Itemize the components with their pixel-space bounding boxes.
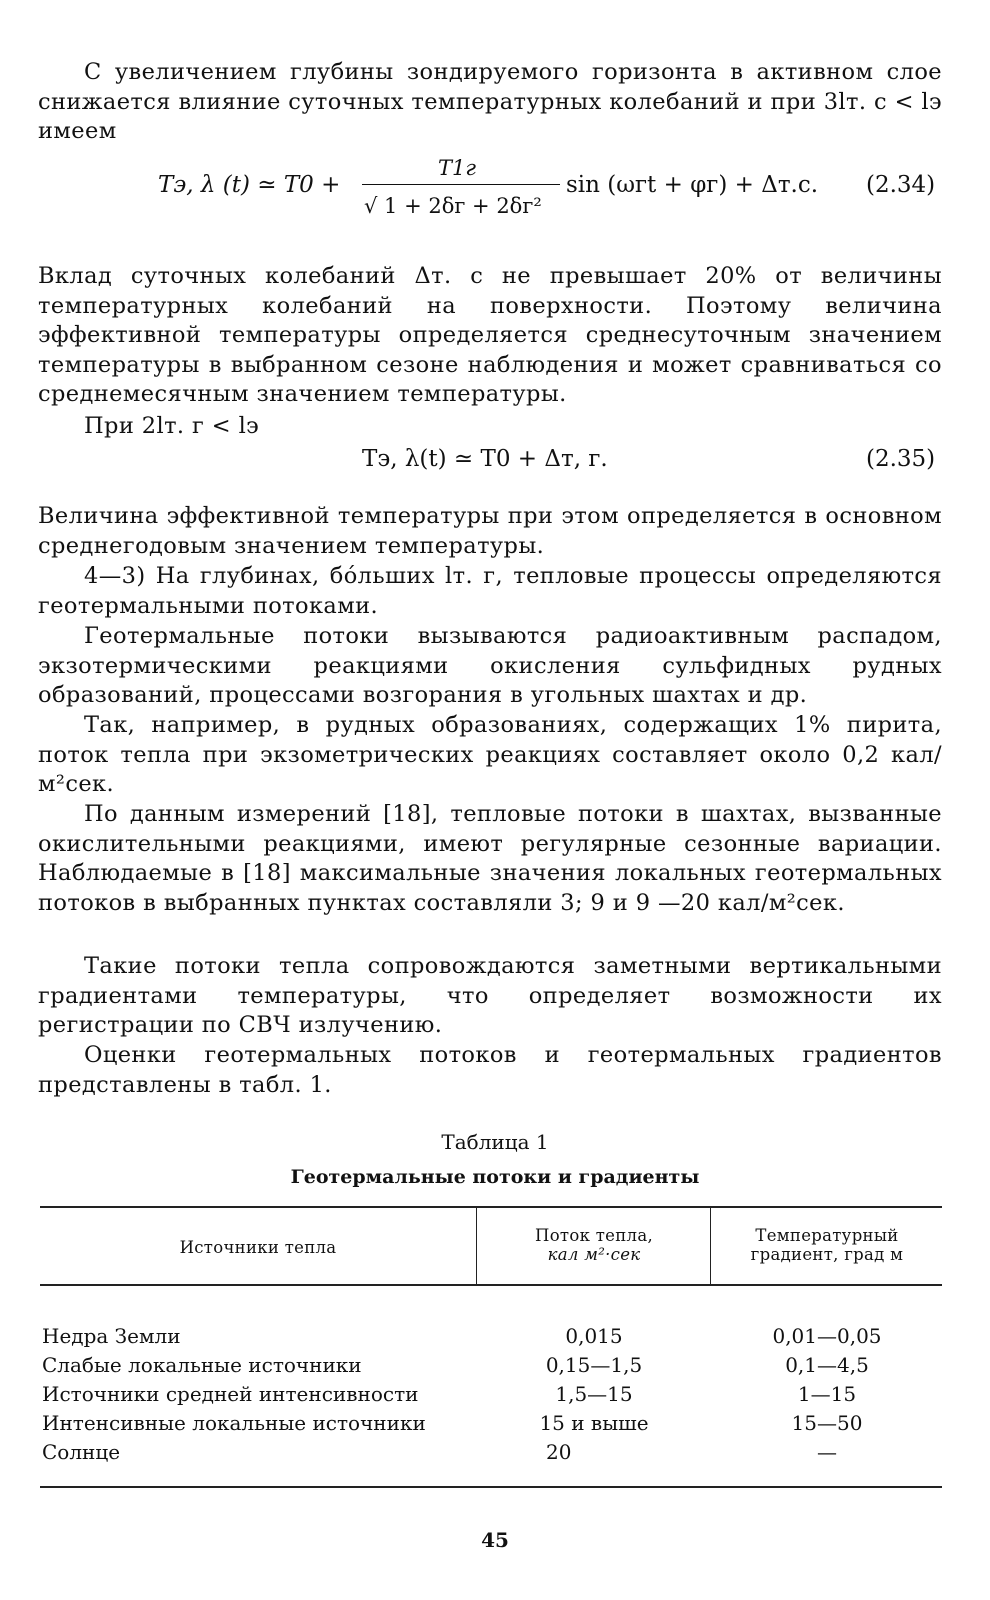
table-top-rule [40, 1206, 942, 1208]
table-bottom-rule [40, 1486, 942, 1488]
paragraph-8: По данным измерений [18], тепловые потоки в шахтах, вызванные окислительными реакциями, имеют регулярные сезонные вариации. Наблюдаемые в [18] максимальные значения локальных геотермальных потоков в выбранных пунктах составляли 3; 9 и 9 —20 кал/м²сек. [38, 801, 942, 916]
eq-2-34-lhs: Tэ, λ (t) ≃ T0 + [158, 172, 341, 198]
header-flux-line1: Поток тепла, [535, 1226, 653, 1245]
table-divider-1 [476, 1208, 477, 1284]
fraction-bar [362, 184, 560, 185]
paragraph-3: При 2lт. г < lэ [84, 413, 260, 439]
paragraph-10: Оценки геотермальных потоков и геотермальных градиентов представлены в табл. 1. [38, 1042, 942, 1098]
eq-2-34-rhs: sin (ωгt + φг) + Δт.с. [566, 172, 819, 198]
page-number: 45 [481, 1528, 509, 1552]
paragraph-6: Геотермальные потоки вызываются радиоактивным распадом, экзотермическими реакциями окисления сульфидных рудных образований, процессами возгорания в угольных шахтах и др. [38, 623, 942, 708]
paragraph-2: Вклад суточных колебаний Δт. с не превышает 20% от величины температурных колебаний на поверхности. Поэтому величина эффективной температуры определяется среднесуточным значением температуры в выбранном сезоне наблюдения и может сравниваться со среднемесячным значением температуры. [38, 263, 942, 407]
table-label: Таблица 1 [441, 1130, 549, 1154]
row-gradient: 0,1—4,5 [785, 1353, 869, 1377]
header-flux-units: кал м²·сек [547, 1245, 641, 1264]
row-flux: 20 [546, 1440, 572, 1464]
row-flux: 0,15—1,5 [545, 1353, 643, 1377]
eq-2-34-number: (2.34) [866, 172, 936, 198]
row-gradient: 1—15 [797, 1382, 857, 1406]
row-source: Солнце [42, 1440, 121, 1464]
equation-2-35: Tэ, λ(t) ≃ T0 + Δт, г. [362, 446, 608, 472]
row-gradient: — [817, 1440, 837, 1464]
row-source: Недра Земли [42, 1324, 181, 1348]
eq-2-34-denominator: √ 1 + 2δг + 2δг² [364, 194, 542, 218]
paragraph-7: Так, например, в рудных образованиях, содержащих 1% пирита, поток тепла при экзометрических реакциях составляет около 0,2 кал/м²сек. [38, 712, 942, 797]
row-gradient: 0,01—0,05 [772, 1324, 882, 1348]
row-gradient: 15—50 [791, 1411, 863, 1435]
table-header-rule [40, 1284, 942, 1286]
row-source: Источники средней интенсивности [42, 1382, 419, 1406]
table-divider-2 [710, 1208, 711, 1284]
row-source: Интенсивные локальные источники [42, 1411, 426, 1435]
header-gradient-line1: Температурный [755, 1226, 899, 1245]
header-gradient-line2: градиент, град м [750, 1245, 904, 1264]
table-title: Геотермальные потоки и градиенты [290, 1166, 700, 1188]
row-flux: 0,015 [565, 1324, 623, 1348]
paragraph-9: Такие потоки тепла сопровождаются заметными вертикальными градиентами температуры, что определяет возможности их регистрации по СВЧ излучению. [38, 953, 942, 1038]
paragraph-4: Величина эффективной температуры при этом определяется в основном среднегодовым значением температуры. [38, 503, 942, 559]
eq-2-34-numerator: T1г [438, 156, 476, 180]
row-flux: 15 и выше [539, 1411, 649, 1435]
row-flux: 1,5—15 [555, 1382, 633, 1406]
header-source: Источники тепла [179, 1238, 337, 1257]
header-gradient [712, 1226, 942, 1264]
header-flux [478, 1226, 710, 1264]
row-source: Слабые локальные источники [42, 1353, 362, 1377]
paragraph-1: С увеличением глубины зондируемого горизонта в активном слое снижается влияние суточных температурных колебаний и при 3lт. с < lэ имеем [38, 59, 942, 144]
eq-2-35-number: (2.35) [866, 446, 936, 472]
paragraph-5: 4—3) На глубинах, бóльших lт. г, тепловые процессы определяются геотермальными потоками. [38, 563, 942, 619]
